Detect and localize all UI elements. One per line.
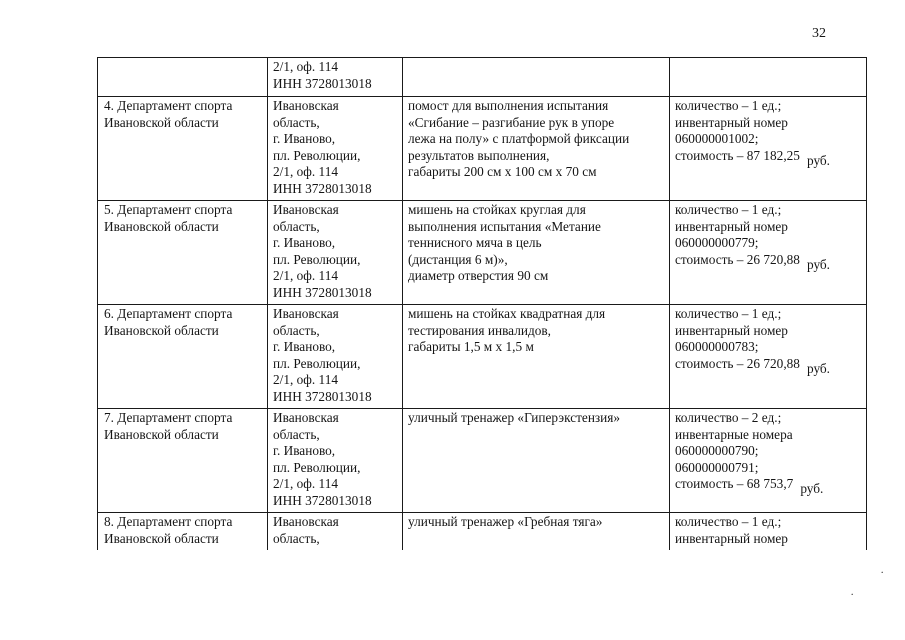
department-cell: 8. Департамент спорта Ивановской области [98,513,268,551]
description-cell [403,58,670,97]
details-cell [670,513,867,551]
details-cell [670,305,867,409]
address-cell: Ивановская область, [268,513,403,551]
table-row [98,409,867,513]
property-table-grid [97,57,867,550]
cost-unit: руб. [806,360,831,376]
table-row [98,201,867,305]
cost-text: стоимость – 87 182,25 [675,147,800,163]
department-cell: 6. Департамент спорта Ивановской области [98,305,268,409]
details-cell [670,409,867,513]
table-row-continuation [98,58,867,97]
description-cell: уличный тренажер «Гиперэкстензия» [403,409,670,513]
details-text: количество – 1 ед.; инвентарный номер 060000000779; [675,202,788,250]
cost-text: стоимость – 26 720,88 [675,251,800,267]
details-text: количество – 1 ед.; инвентарный номер 060000001002; [675,98,788,146]
description-cell: помост для выполнения испытания «Сгибание – разгибание рук в упоре лежа на полу» с платформой фиксации результатов выполнения, габариты 200 см х 100 см х 70 см [403,97,670,201]
details-text: количество – 2 ед.; инвентарные номера 060000000790; 060000000791; [675,410,793,475]
table-row [98,97,867,201]
department-cell: 5. Департамент спорта Ивановской области [98,201,268,305]
cost-unit: руб. [806,152,831,168]
details-text: количество – 1 ед.; инвентарный номер [675,514,788,546]
department-cell [98,58,268,97]
cost-text: стоимость – 26 720,88 [675,355,800,371]
details-cell [670,58,867,97]
address-cell: Ивановская область, г. Иваново, пл. Революции, 2/1, оф. 114 ИНН 3728013018 [268,409,403,513]
address-cell: Ивановская область, г. Иваново, пл. Революции, 2/1, оф. 114 ИНН 3728013018 [268,97,403,201]
details-text: количество – 1 ед.; инвентарный номер 060000000783; [675,306,788,354]
department-cell: 4. Департамент спорта Ивановской области [98,97,268,201]
property-table [97,57,857,550]
table-row [98,513,867,551]
department-cell: 7. Департамент спорта Ивановской области [98,409,268,513]
address-cell: Ивановская область, г. Иваново, пл. Революции, 2/1, оф. 114 ИНН 3728013018 [268,305,403,409]
address-cell: 2/1, оф. 114 ИНН 3728013018 [268,58,403,97]
scan-speck: ˙ [850,590,855,605]
details-cell [670,97,867,201]
cost-text: стоимость – 68 753,7 [675,476,794,491]
description-cell: уличный тренажер «Гребная тяга» [403,513,670,551]
description-cell: мишень на стойках круглая для выполнения испытания «Метание теннисного мяча в цель (дистанция 6 м)», диаметр отверстия 90 см [403,201,670,305]
table-row [98,305,867,409]
cost-unit: руб. [806,256,831,272]
page-number: 32 [812,26,826,41]
description-cell: мишень на стойках квадратная для тестирования инвалидов, габариты 1,5 м х 1,5 м [403,305,670,409]
address-cell: Ивановская область, г. Иваново, пл. Революции, 2/1, оф. 114 ИНН 3728013018 [268,201,403,305]
cost-unit: руб. [800,481,824,496]
details-cell [670,201,867,305]
scan-speck: ˙ [880,568,885,583]
